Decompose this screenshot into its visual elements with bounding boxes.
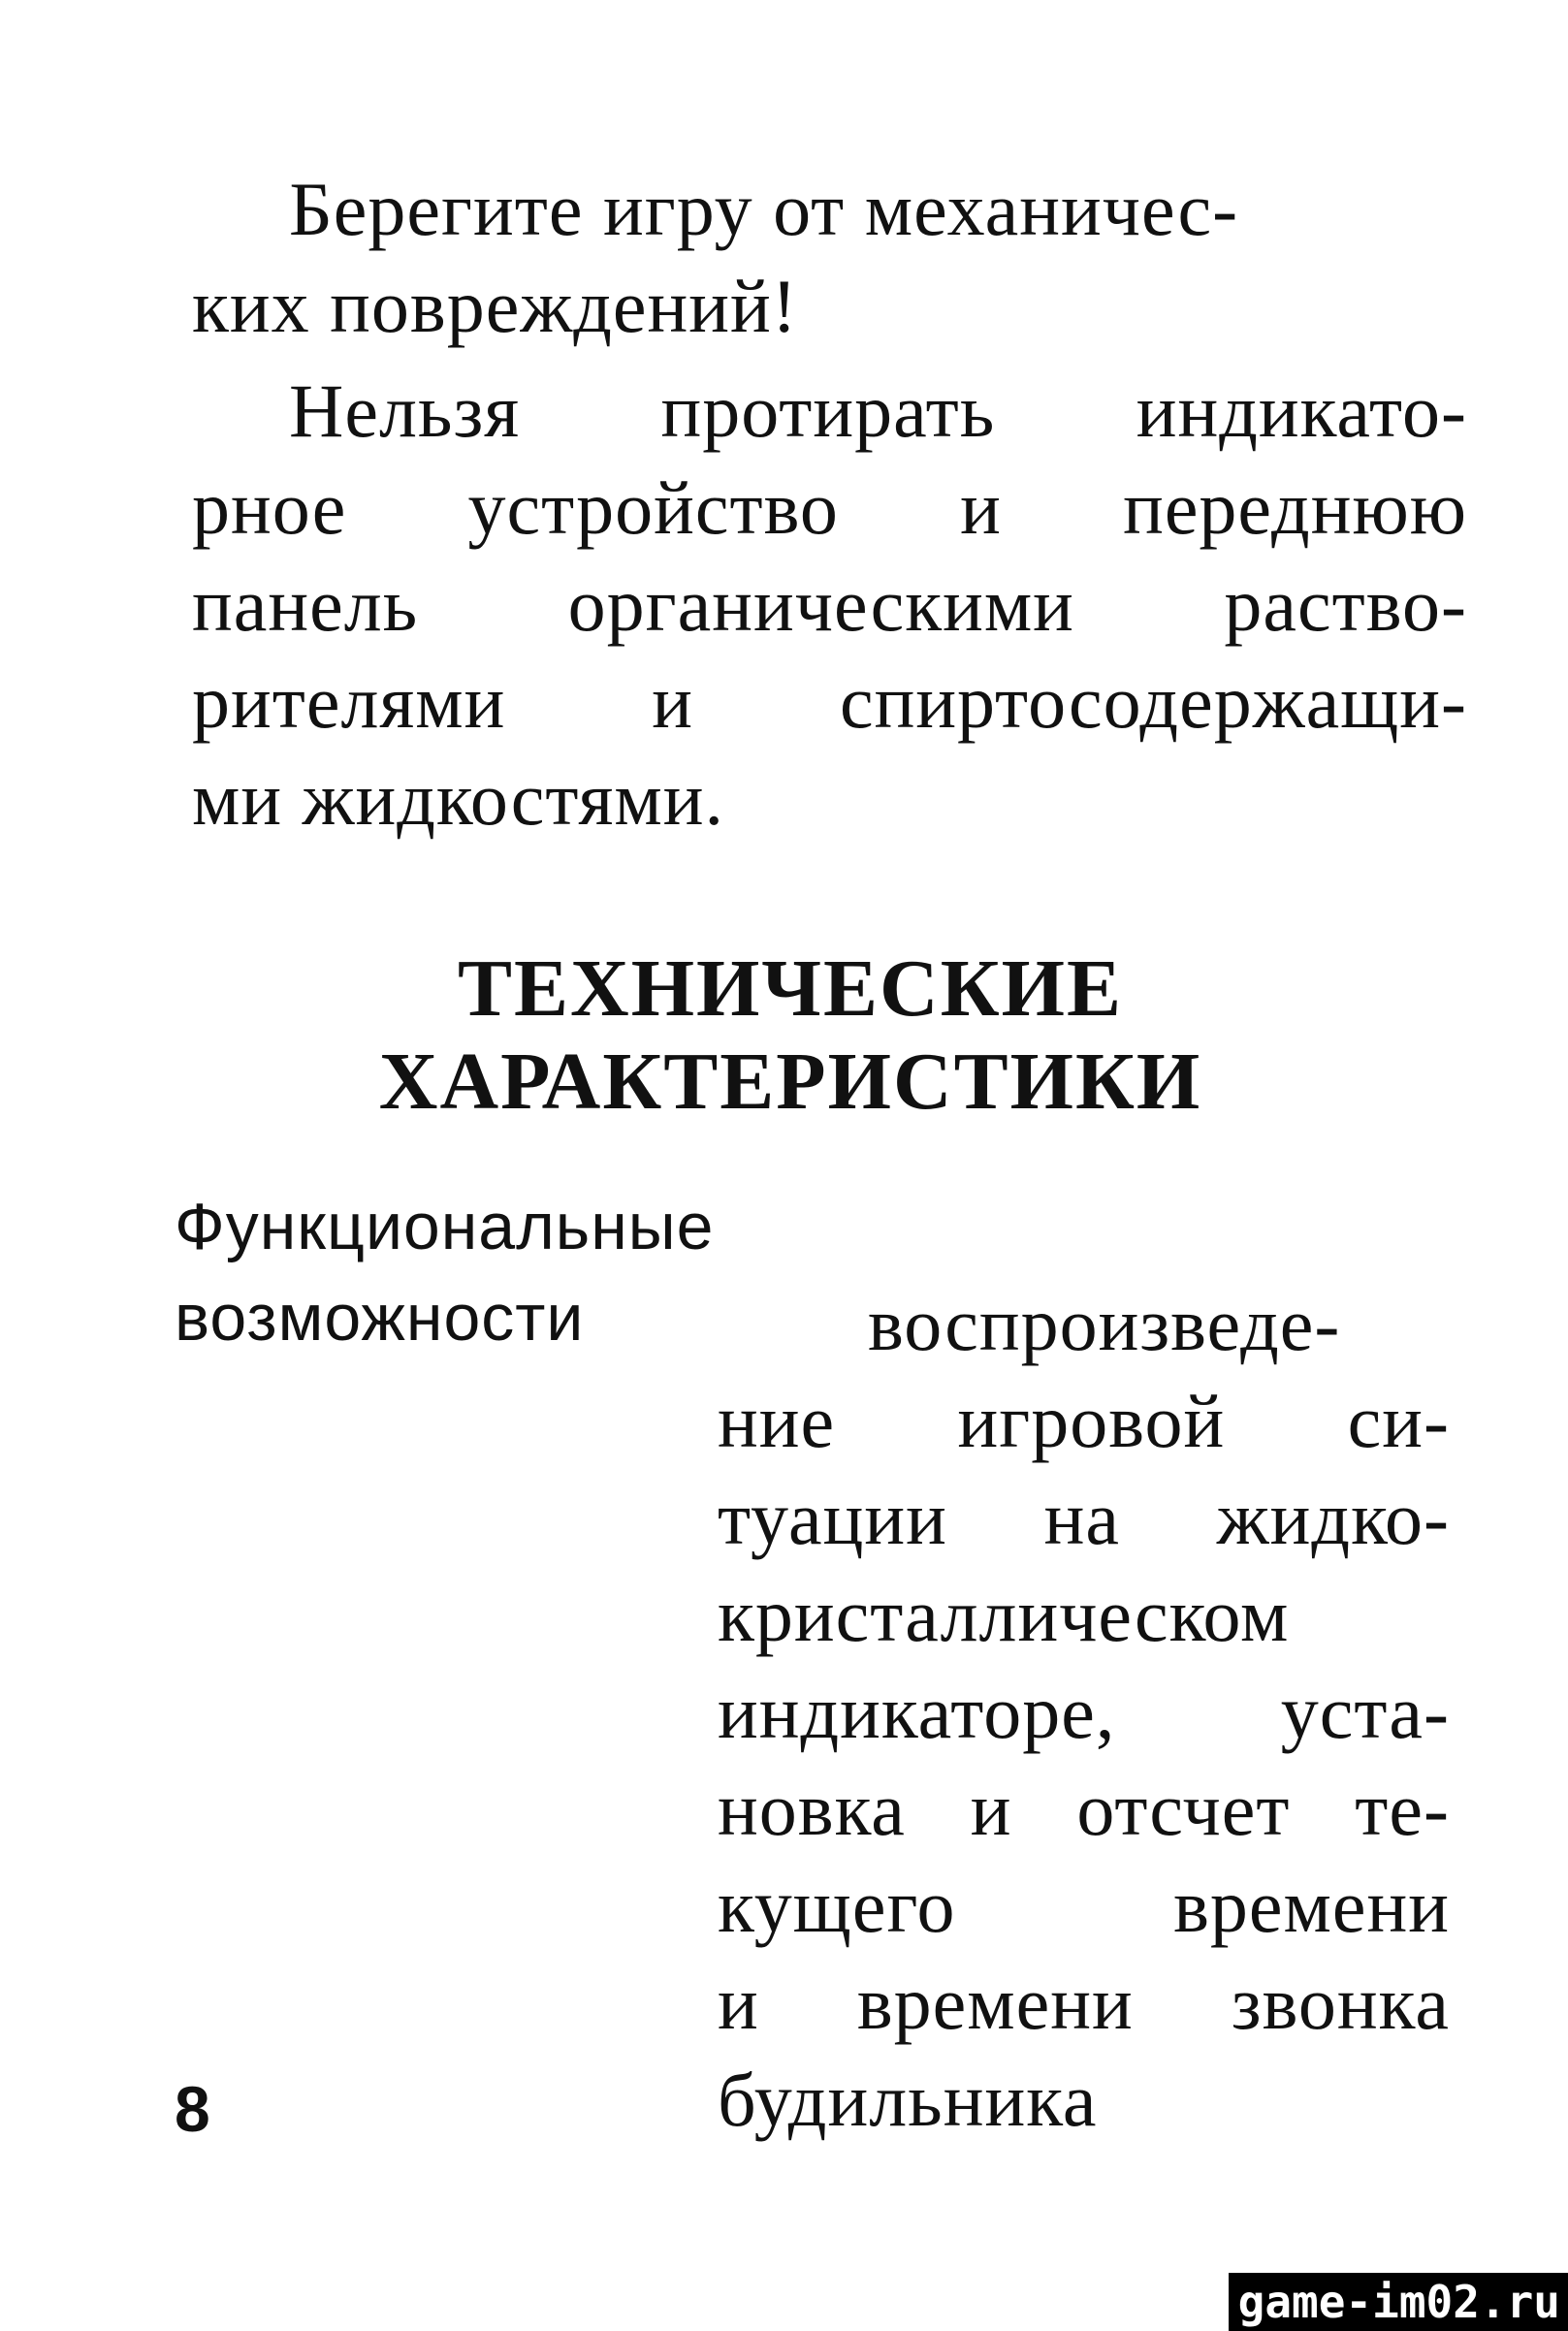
spec-value-line-9: будильника [718,2058,1098,2142]
spec-value-line-7: кущего времени [718,1864,1450,1948]
spec-label-line-1: Функциональные [175,1190,715,1263]
spec-value-line-8: и времени звонка [718,1961,1450,2045]
spec-value-line-5: индикаторе, уста- [718,1670,1450,1754]
paragraph-2-line-2: рное устройство и переднюю [192,465,1467,550]
paragraph-1-line-1: Берегите игру от механичес- [289,167,1239,251]
page-number: 8 [175,2073,210,2145]
spec-value-line-2: ние игровой си- [718,1379,1450,1463]
section-heading-line-2: ХАРАКТЕРИСТИКИ [378,1037,1202,1127]
paragraph-2-line-5: ми жидкостями. [192,756,724,841]
paragraph-2-line-1: Нельзя протирать индикато- [289,368,1467,453]
spec-value-line-1: воспроизведе- [868,1282,1341,1366]
spec-label-line-2: возможности [175,1281,585,1355]
paragraph-1-line-2: ких повреждений! [192,264,798,348]
paragraph-2-line-4: рителями и спиртосодержащи- [192,659,1467,744]
spec-value-line-4: кристаллическом [718,1573,1290,1657]
watermark-label: game-im02.ru [1229,2273,1568,2331]
paragraph-2-line-3: панель органическими раство- [192,562,1467,647]
section-heading-line-1: ТЕХНИЧЕСКИЕ [457,943,1123,1034]
spec-value-line-6: новка и отсчет те- [718,1767,1450,1851]
spec-value-line-3: туации на жидко- [718,1476,1450,1560]
